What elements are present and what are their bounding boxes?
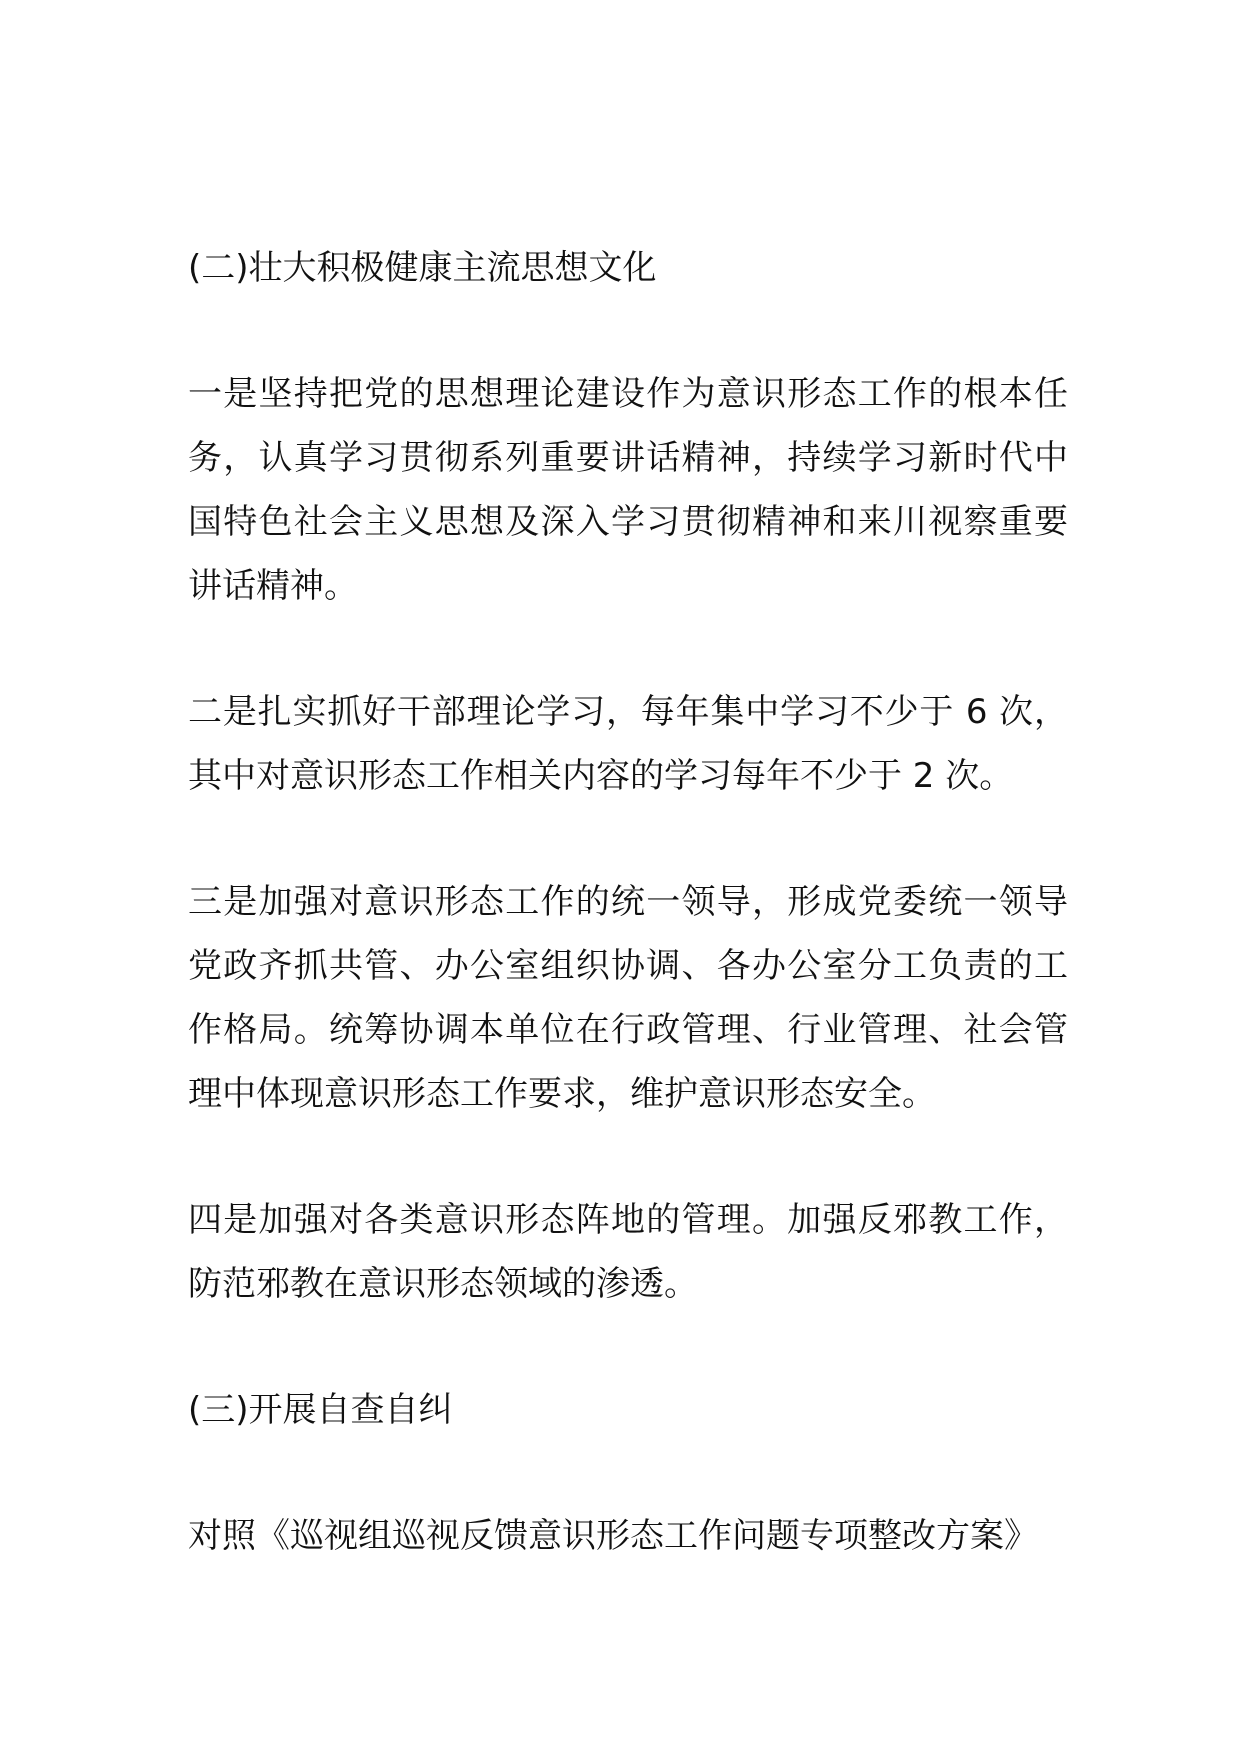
section-heading-3: (三)开展自查自纠 [188, 1390, 453, 1430]
document-body [188, 236, 1068, 1568]
paragraph-1: 一是坚持把党的思想理论建设作为意识形态工作的根本任务，认真学习贯彻系列重要讲话精神，持续学习新时代中国特色社会主义思想及深入学习贯彻精神和来川视察重要讲话精神。 [188, 374, 1068, 606]
section-heading-2: (二)壮大积极健康主流思想文化 [188, 248, 657, 288]
paragraph-5: 对照《巡视组巡视反馈意识形态工作问题专项整改方案》 [188, 1516, 1038, 1556]
paragraph-2: 二是扎实抓好干部理论学习，每年集中学习不少于 6 次，其中对意识形态工作相关内容的学习每年不少于 2 次。 [188, 692, 1068, 796]
paragraph-3: 三是加强对意识形态工作的统一领导，形成党委统一领导党政齐抓共管、办公室组织协调、各办公室分工负责的工作格局。统筹协调本单位在行政管理、行业管理、社会管理中体现意识形态工作要求，维护意识形态安全。 [188, 882, 1068, 1114]
paragraph-4: 四是加强对各类意识形态阵地的管理。加强反邪教工作，防范邪教在意识形态领域的渗透。 [188, 1200, 1068, 1304]
